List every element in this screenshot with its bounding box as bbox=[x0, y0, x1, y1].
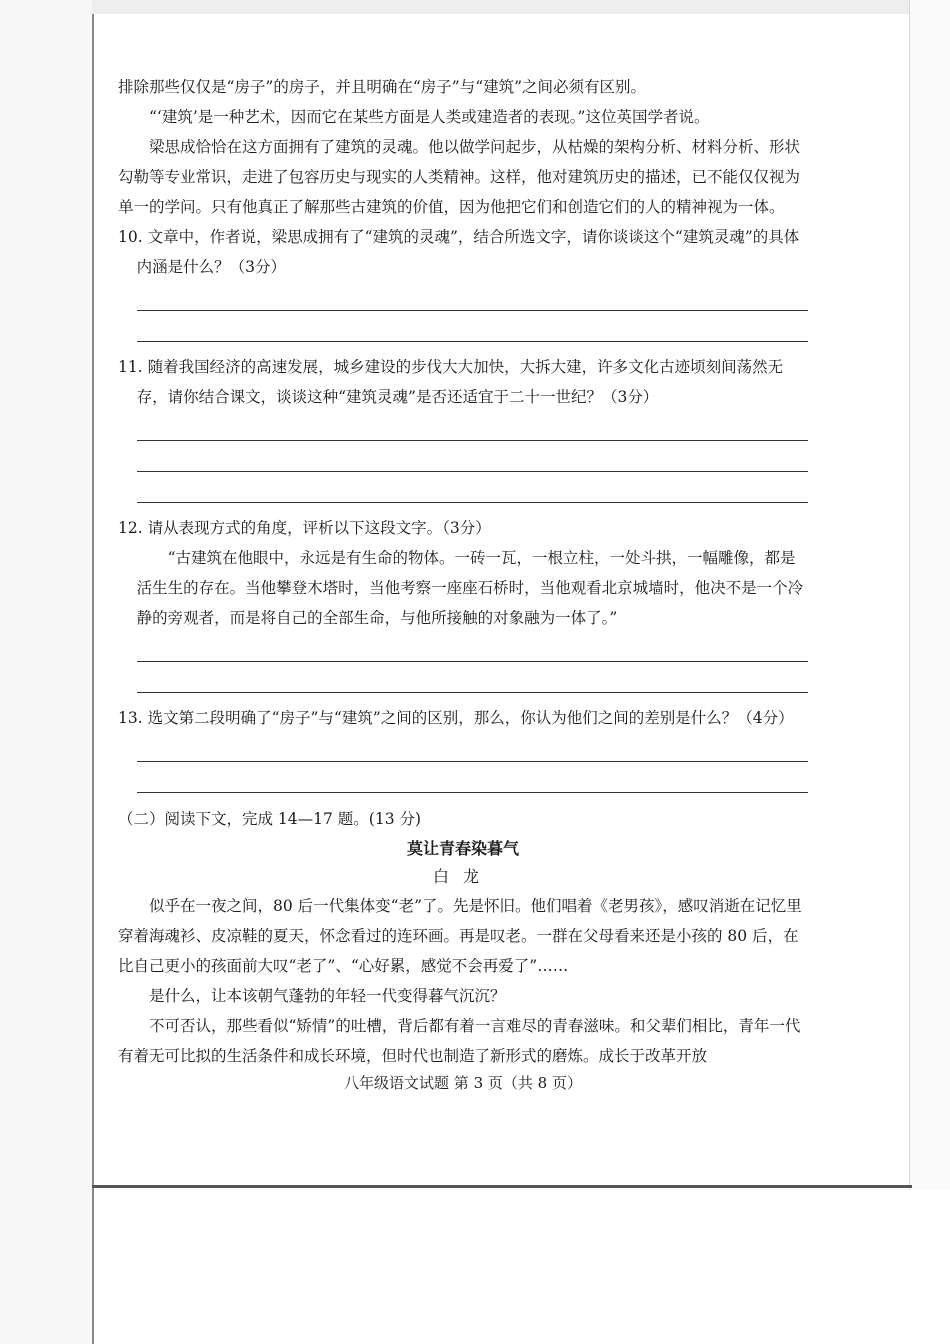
answer-line[interactable] bbox=[137, 480, 808, 503]
article-paragraph: 似乎在一夜之间，80 后一代集体变“老”了。先是怀旧。他们唱着《老男孩》，感叹消逝在记忆里穿着海魂衫、皮凉鞋的夏天，怀念看过的连环画。再是叹老。一群在父母看来还是小孩的 80 后，在比自己更小的孩面前大叹“老了”、“心好累，感觉不会再爱了”…… bbox=[118, 897, 802, 975]
article-author: 白龙 bbox=[432, 867, 493, 886]
question-10: 10. 文章中，作者说，梁思成拥有了“建筑的灵魂”，结合所选文字，请你谈谈这个“建筑灵魂”的具体内涵是什么？（3分） bbox=[118, 228, 800, 276]
question-12-quote: “古建筑在他眼中，永远是有生命的物体。一砖一瓦，一根立柱，一处斗拱，一幅雕像，都是活生生的存在。当他攀登木塔时，当他考察一座座石桥时，当他观看北京城墙时，他决不是一个冷静的旁观者，而是将自己的全部生命，与他所接触的对象融为一体了。” bbox=[136, 549, 804, 627]
answer-line[interactable] bbox=[137, 739, 808, 762]
scan-bottom-edge bbox=[92, 1185, 912, 1188]
answer-area-11 bbox=[118, 418, 808, 503]
answer-line[interactable] bbox=[137, 418, 808, 441]
scan-left-margin bbox=[0, 0, 94, 1344]
answer-area-13 bbox=[118, 739, 808, 793]
answer-line[interactable] bbox=[137, 770, 808, 793]
scan-top-edge bbox=[92, 0, 950, 14]
section-heading: （二）阅读下文，完成 14—17 题。(13 分) bbox=[118, 810, 422, 828]
answer-line[interactable] bbox=[137, 319, 808, 342]
article-title: 莫让青春染暮气 bbox=[406, 839, 519, 858]
question-13: 13. 选文第二段明确了“房子”与“建筑”之间的区别，那么，你认为他们之间的差别是什么？（4分） bbox=[118, 709, 794, 727]
answer-line[interactable] bbox=[137, 449, 808, 472]
answer-line[interactable] bbox=[137, 288, 808, 311]
answer-area-10 bbox=[118, 288, 808, 342]
question-11: 11. 随着我国经济的高速发展，城乡建设的步伐大大加快，大拆大建，许多文化古迹顷刻间荡然无存，请你结合课文，谈谈这种“建筑灵魂”是否还适宜于二十一世纪？（3分） bbox=[118, 358, 784, 406]
answer-line[interactable] bbox=[137, 639, 808, 662]
article-paragraph: 是什么，让本该朝气蓬勃的年轻一代变得暮气沉沉？ bbox=[149, 987, 506, 1005]
question-12: 12. 请从表现方式的角度，评析以下这段文字。（3分） bbox=[118, 519, 491, 537]
page-footer: 八年级语文试题 第 3 页（共 8 页） bbox=[344, 1074, 582, 1092]
article-paragraph: 不可否认，那些看似“矫情”的吐槽，背后都有着一言难尽的青春滋味。和父辈们相比，青年一代有着无可比拟的生活条件和成长环境，但时代也制造了新形式的磨炼。成长于改革开放 bbox=[118, 1017, 801, 1065]
answer-area-12 bbox=[118, 639, 808, 693]
passage-paragraph: “‘建筑’是一种艺术，因而它在某些方面是人类或建造者的表现。”这位英国学者说。 bbox=[149, 108, 710, 126]
exam-page bbox=[118, 72, 808, 1092]
passage-paragraph: 排除那些仅仅是“房子”的房子，并且明确在“房子”与“建筑”之间必须有区别。 bbox=[118, 78, 647, 96]
answer-line[interactable] bbox=[137, 670, 808, 693]
scan-right-edge bbox=[909, 0, 950, 1190]
passage-paragraph: 梁思成恰恰在这方面拥有了建筑的灵魂。他以做学问起步，从枯燥的架构分析、材料分析、形状勾勒等专业常识，走进了包容历史与现实的人类精神。这样，他对建筑历史的描述，已不能仅仅视为单一的学问。只有他真正了解那些古建筑的价值，因为他把它们和创造它们的人的精神视为一体。 bbox=[118, 138, 801, 216]
